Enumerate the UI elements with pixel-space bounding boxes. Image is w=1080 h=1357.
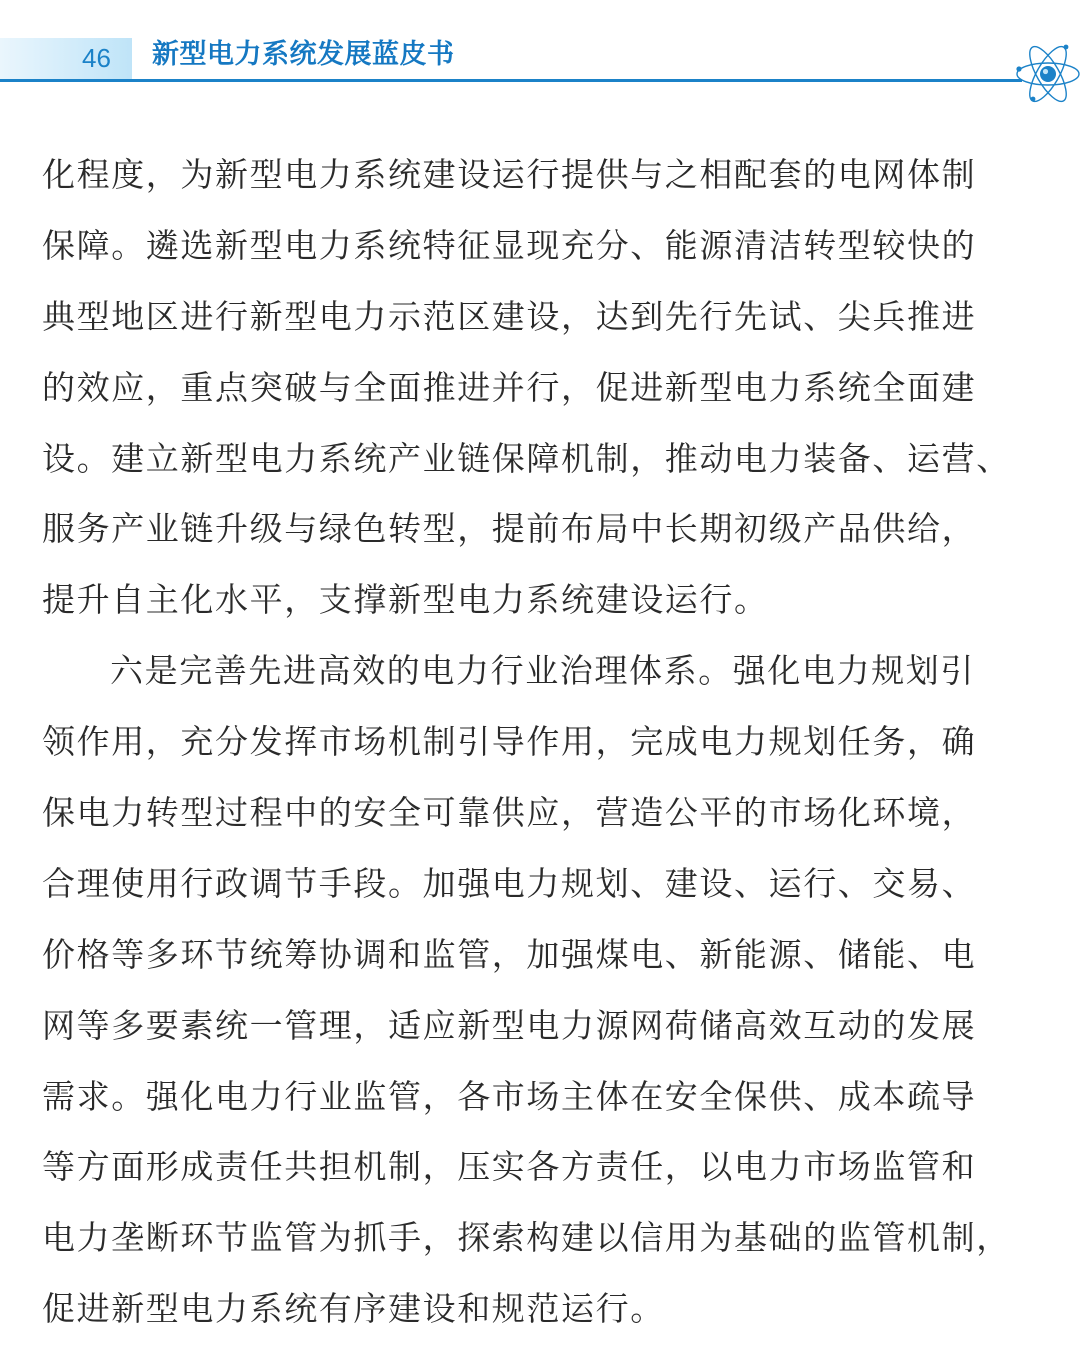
text-line: 服务产业链升级与绿色转型，提前布局中长期初级产品供给， [42,509,977,549]
page-number-tab [0,38,132,80]
text-line: 需求。强化电力行业监管，各市场主体在安全保供、成本疏导 [42,1076,977,1116]
text-line: 化程度，为新型电力系统建设运行提供与之相配套的电网体制 [42,155,977,194]
text-line: 促进新型电力系统有序建设和规范运行。 [42,1289,665,1329]
text-line: 网等多要素统一管理，适应新型电力源网荷储高效互动的发展 [42,1005,977,1045]
page-number: 46 [82,43,111,73]
text-line: 的效应，重点突破与全面推进并行，促进新型电力系统全面建 [42,367,977,407]
text-line: 设。建立新型电力系统产业链保障机制，推动电力装备、运营、 [42,438,1011,478]
running-title: 新型电力系统发展蓝皮书 [152,39,455,70]
atom-icon [1012,36,1080,108]
text-line: 等方面形成责任共担机制，压实各方责任，以电力市场监管和 [42,1147,977,1187]
text-line: 领作用，充分发挥市场机制引导作用，完成电力规划任务，确 [42,722,977,762]
page-header [0,0,1080,110]
text-line: 电力垄断环节监管为抓手，探索构建以信用为基础的监管机制， [42,1218,1011,1258]
text-line: 保电力转型过程中的安全可靠供应，营造公平的市场化环境， [42,793,977,833]
text-line: 典型地区进行新型电力示范区建设，达到先行先试、尖兵推进 [42,296,977,336]
body-text [42,140,1036,1345]
text-line: 合理使用行政调节手段。加强电力规划、建设、运行、交易、 [42,863,977,903]
text-line: 提升自主化水平，支撑新型电力系统建设运行。 [42,580,769,620]
paragraph-first-line: 六是完善先进高效的电力行业治理体系。强化电力规划引 [110,651,975,691]
header-rule [0,79,1022,82]
text-line: 保障。遴选新型电力系统特征显现充分、能源清洁转型较快的 [42,225,977,265]
text-line: 价格等多环节统筹协调和监管，加强煤电、新能源、储能、电 [42,934,977,974]
